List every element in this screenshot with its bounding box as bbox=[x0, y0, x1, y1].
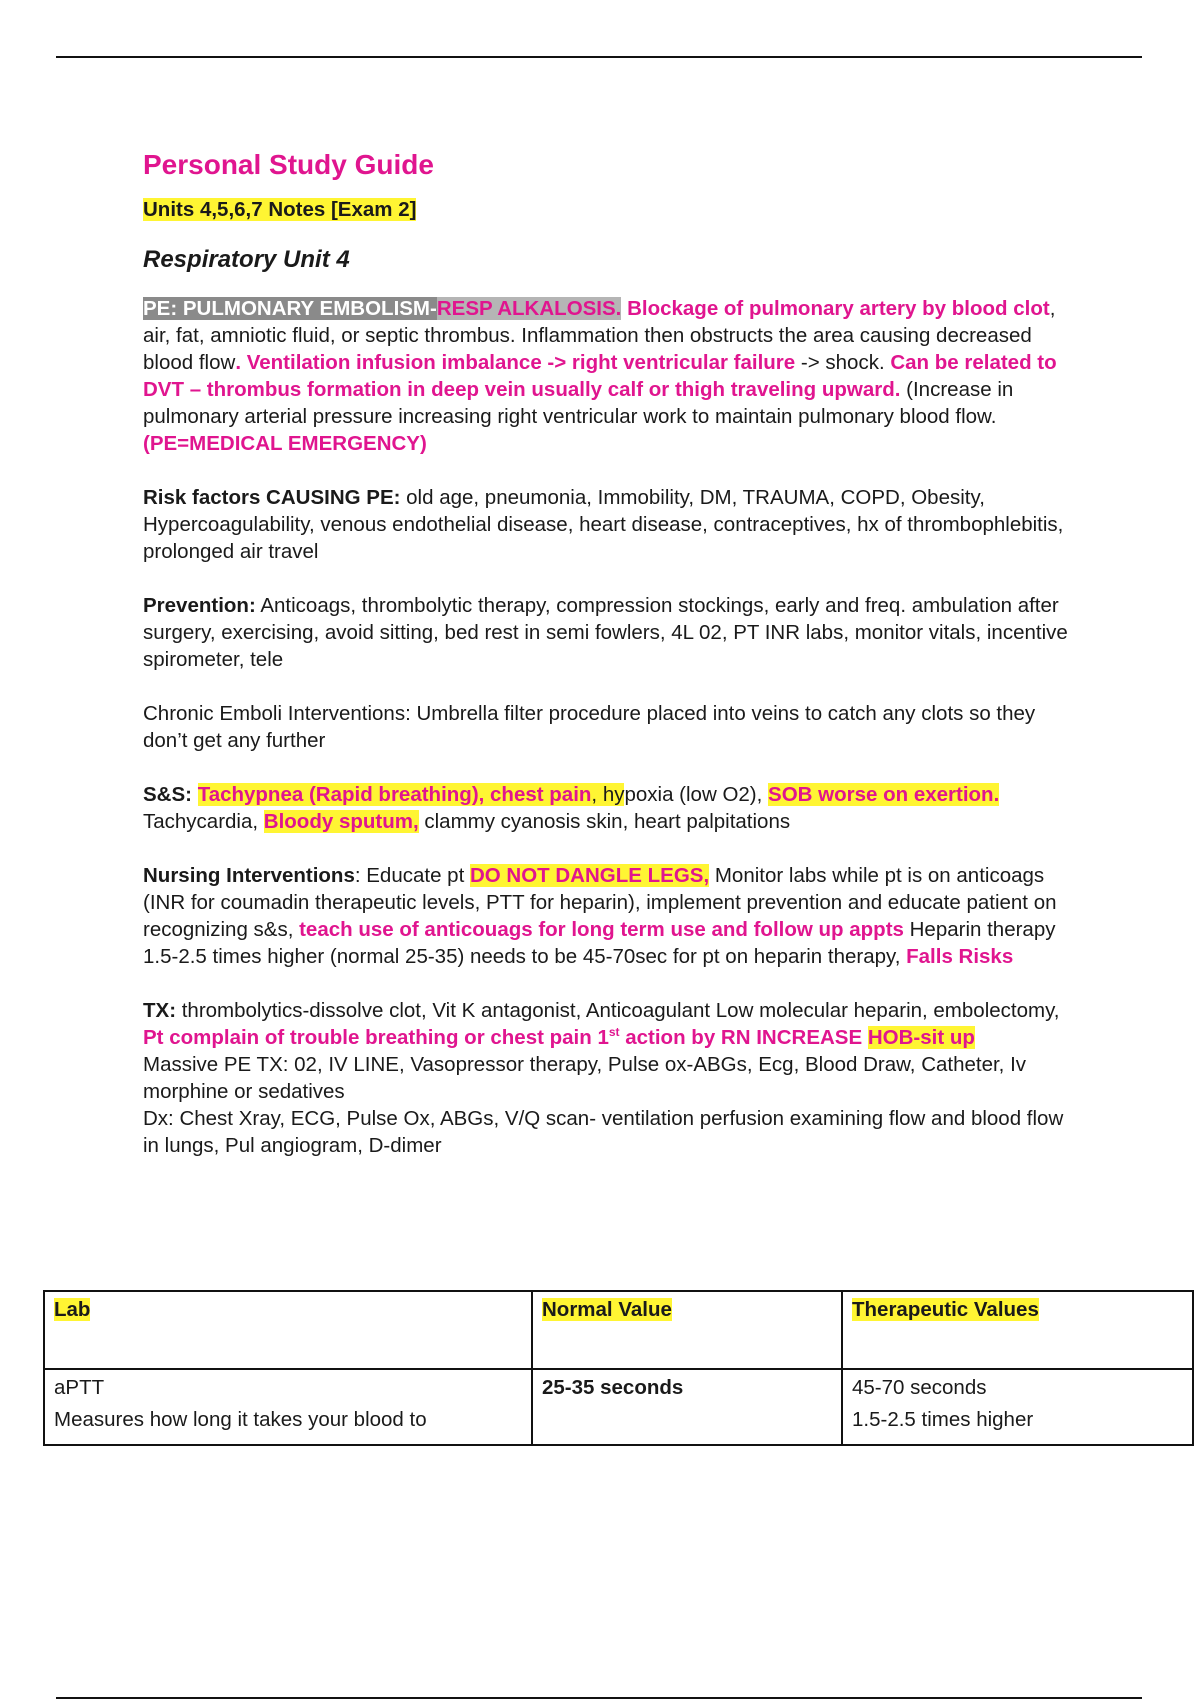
top-rule bbox=[56, 56, 1142, 58]
diagnosis-paragraph: Dx: Chest Xray, ECG, Pulse Ox, ABGs, V/Q scan- ventilation perfusion examining flow and blood flow in lungs, Pul angiogram, D-dimer bbox=[143, 1107, 1064, 1157]
cell-lab: aPTT Measures how long it takes your blood to bbox=[44, 1369, 532, 1445]
header-cell-lab: Lab bbox=[44, 1291, 532, 1369]
header-cell-therapeutic: Therapeutic Values bbox=[842, 1291, 1193, 1369]
table-header-row bbox=[44, 1291, 1193, 1369]
massive-pe-paragraph: Massive PE TX: 02, IV LINE, Vasopressor therapy, Pulse ox-ABGs, Ecg, Blood Draw, Catheter, Iv morphine or sedatives bbox=[143, 1053, 1027, 1103]
cell-normal-value: 25-35 seconds bbox=[532, 1369, 842, 1445]
risk-factors-paragraph: Risk factors CAUSING PE: old age, pneumonia, Immobility, DM, TRAUMA, COPD, Obesity, Hypercoagulability, venous endothelial disease, heart disease, contraceptives, hx of thrombophlebitis, prolonged air travel bbox=[143, 486, 1064, 563]
table-row bbox=[44, 1369, 1193, 1445]
bottom-rule bbox=[56, 1697, 1142, 1699]
header-cell-normal: Normal Value bbox=[532, 1291, 842, 1369]
chronic-emboli-paragraph: Chronic Emboli Interventions: Umbrella filter procedure placed into veins to catch any clots so they don’t get any further bbox=[143, 702, 1036, 752]
signs-symptoms-paragraph: S&S: Tachypnea (Rapid breathing), chest pain, hypoxia (low O2), SOB worse on exertion. Tachycardia, Bloody sputum, clammy cyanosis skin, heart palpitations bbox=[143, 783, 1000, 833]
treatment-paragraph: TX: thrombolytics-dissolve clot, Vit K antagonist, Anticoagulant Low molecular heparin, embolectomy, Pt complain of trouble breathing or chest pain 1st action by RN INCREASE HOB-sit up bbox=[143, 999, 1060, 1049]
lab-values-table bbox=[43, 1290, 1194, 1446]
page-title: Personal Study Guide bbox=[143, 149, 434, 180]
prevention-paragraph: Prevention: Anticoags, thrombolytic therapy, compression stockings, early and freq. ambulation after surgery, exercising, avoid sitting, bed rest in semi fowlers, 4L 02, PT INR labs, monitor vitals, incentive spirometer, tele bbox=[143, 594, 1068, 671]
units-subtitle: Units 4,5,6,7 Notes [Exam 2] bbox=[143, 198, 417, 221]
document-body bbox=[143, 143, 1083, 1159]
cell-therapeutic-value: 45-70 seconds 1.5-2.5 times higher bbox=[842, 1369, 1193, 1445]
pe-paragraph: PE: PULMONARY EMBOLISM-RESP ALKALOSIS. Blockage of pulmonary artery by blood clot, air, fat, amniotic fluid, or septic thrombus. Inflammation then obstructs the area causing decreased blood flow. Ventilation infusion imbalance -> right ventricular failure -> shock. Can be related to DVT – thrombus formation in deep vein usually calf or thigh traveling upward. (Increase in pulmonary arterial pressure increasing right ventricular work to maintain pulmonary blood flow. (PE=MEDICAL EMERGENCY) bbox=[143, 297, 1057, 455]
nursing-interventions-paragraph: Nursing Interventions: Educate pt DO NOT DANGLE LEGS, Monitor labs while pt is on anticoags (INR for coumadin therapeutic levels, PTT for heparin), implement prevention and educate patient on recognizing s&s, teach use of anticouags for long term use and follow up appts Heparin therapy 1.5-2.5 times higher (normal 25-35) needs to be 45-70sec for pt on heparin therapy, Falls Risks bbox=[143, 864, 1057, 968]
unit-heading: Respiratory Unit 4 bbox=[143, 246, 350, 273]
